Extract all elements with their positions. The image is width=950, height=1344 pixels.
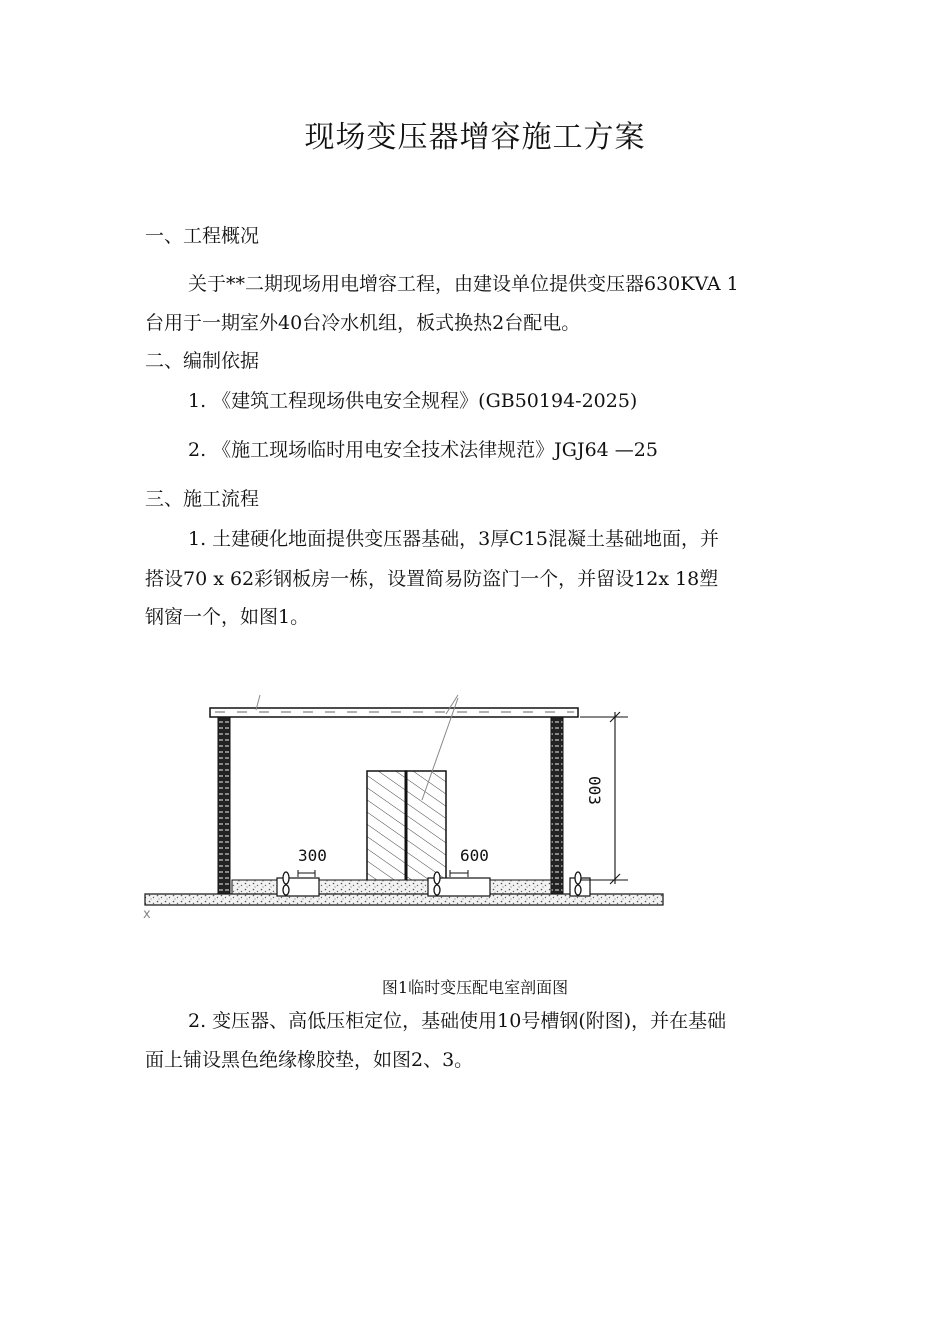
cabinet-left [367, 771, 406, 895]
corner-mark: x [143, 907, 151, 922]
dimension-label-600: 600 [460, 846, 489, 865]
overview-paragraph-line-1: 关于**二期现场用电增容工程，由建设单位提供变压器630KVA 1 [188, 273, 739, 295]
page-title: 现场变压器增容施工方案 [304, 120, 646, 155]
right-wall [551, 717, 563, 897]
basis-item-1: 1. 《建筑工程现场供电安全规程》(GB50194-2025) [188, 390, 638, 412]
left-wall [218, 717, 230, 897]
transformer-room-section-drawing [140, 690, 670, 930]
section-heading-overview: 一、工程概况 [145, 225, 260, 247]
overview-paragraph-line-2: 台用于一期室外40台冷水机组，板式换热2台配电。 [145, 312, 581, 334]
figure-caption: 图1临时变压配电室剖面图 [381, 978, 569, 997]
dimension-label-height: 003 [585, 776, 604, 805]
process-step-1-line-1: 1. 土建硬化地面提供变压器基础，3厚C15混凝土基础地面，并 [188, 528, 719, 550]
section-heading-process: 三、施工流程 [145, 488, 260, 510]
section-heading-basis: 二、编制依据 [145, 350, 260, 372]
process-step-1-line-2: 搭设70 x 62彩钢板房一栋，设置简易防盗门一个，并留设12x 18塑 [145, 568, 719, 590]
dimension-label-300: 300 [298, 846, 327, 865]
process-step-2-line-2: 面上铺设黑色绝缘橡胶垫，如图2、3。 [145, 1049, 474, 1071]
process-step-1-line-3: 钢窗一个，如图1。 [145, 606, 310, 628]
process-step-2-line-1: 2. 变压器、高低压柜定位，基础使用10号槽钢(附图)，并在基础 [188, 1010, 727, 1032]
basis-item-2: 2. 《施工现场临时用电安全技术法律规范》JGJ64 —25 [188, 439, 658, 461]
